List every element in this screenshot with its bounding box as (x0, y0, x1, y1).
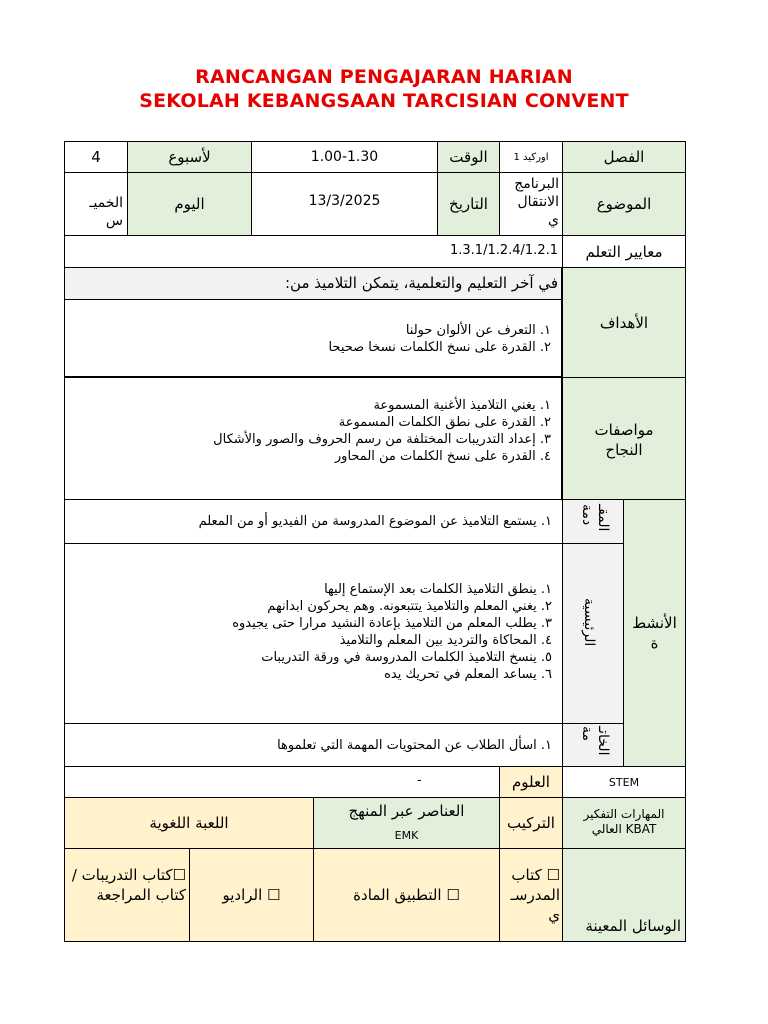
kbat-label-line-2: العالي KBAT (591, 822, 657, 836)
success-item: ٣. إعداد التدريبات المختلفة من رسم الحروف والصور والأشكال (213, 432, 551, 447)
activity-main-content (64, 543, 563, 724)
aid-workbook-text: ☐كتاب التدريبات / كتاب المراجعة (71, 866, 186, 904)
day-value (64, 172, 128, 236)
standards-label: معايير التعلم (562, 235, 686, 268)
success-item: ١. يغني التلاميذ الأغنية المسموعة (373, 398, 551, 413)
activity-intro-item: ١. يستمع التلاميذ عن الموضوع المدروسة من الفيديو أو من المعلم (198, 514, 552, 529)
topic-value (499, 172, 563, 236)
aid-app: التطبيق المادة ☐ (313, 848, 500, 942)
day-value-part-1: الخميـ (89, 195, 123, 211)
activity-main-item: ١. ينطق التلاميذ الكلمات بعد الإستماع إليها (324, 582, 552, 597)
activities-label-line-1: الأنشط (632, 614, 677, 632)
date-label: التاريخ (437, 172, 500, 236)
objectives-intro-text: في آخر التعليم والتعلمية، يتمكن التلاميذ من: (285, 274, 558, 292)
objectives-label: الأهداف (562, 267, 686, 378)
week-label: لأسبوع (127, 141, 252, 173)
date-value (251, 172, 438, 236)
cross-curricular-elements (313, 797, 500, 849)
success-item: ٤. القدرة على نسخ الكلمات من المحاور (334, 449, 551, 464)
activity-main-item: ٤. المحاكاة والترديد بين المعلم والتلاميذ (339, 633, 552, 648)
emk-value: EMK (394, 829, 419, 842)
activity-closing-item: ١. اسأل الطلاب عن المحتويات المهمة التي تعلموها (277, 738, 552, 753)
aid-workbook (64, 848, 190, 942)
stem-label: STEM (562, 766, 686, 798)
science-label: العلوم (499, 766, 563, 798)
topic-value-line-1: البرنامج (514, 176, 559, 192)
date-text: 13/3/2025 (308, 193, 381, 209)
success-label-line-2: النجاح (605, 441, 643, 459)
teaching-aids-label (562, 848, 686, 942)
activity-main-item: ٢. يغني المعلم والتلاميذ يتتبعونه. وهم يحركون ابدانهم (267, 599, 552, 614)
objectives-intro (64, 267, 563, 300)
objective-item: ١. التعرف عن الألوان حولنا (405, 323, 551, 338)
activity-intro-label-text: المقـ دمة (579, 504, 611, 532)
activity-main-item: ٣. يطلب المعلم من التلاميذ بإعادة النشيد مرارا حتى يجيدوه (232, 616, 552, 631)
objective-item: ٢. القدرة على نسخ الكلمات نسخا صحيحا (328, 340, 551, 355)
kbat-label-line-1: المهارات التفكير (583, 807, 665, 821)
activities-label (623, 499, 686, 767)
activity-main-item: ٥. ينسخ التلاميذ الكلمات المدروسة في ورقة التدريبات (261, 650, 552, 665)
objectives-items (328, 322, 551, 356)
aid-teacher-book-text: ☐ كتاب المدرسـ ي (510, 866, 560, 924)
emk-label: العناصر عبر المنهج (348, 802, 465, 820)
topic-value-line-2: الانتقال (517, 194, 559, 210)
week-value: 4 (64, 141, 128, 173)
topic-label: الموضوع (562, 172, 686, 236)
class-label: الفصل (562, 141, 686, 173)
aid-radio: الراديو ☐ (189, 848, 314, 942)
time-value: 1.00-1.30 (251, 141, 438, 173)
activity-main-items (232, 581, 552, 683)
focus-label: التركيب (499, 797, 563, 849)
activity-intro-items (199, 513, 552, 530)
activity-main-label (562, 543, 624, 724)
document-title-line-2: SEKOLAH KEBANGSAAN TARCISIAN CONVENT (139, 90, 629, 112)
science-value-text: - (417, 773, 422, 788)
class-value: اوركيد 1 (499, 141, 563, 173)
success-item: ٢. القدرة على نطق الكلمات المسموعة (338, 415, 551, 430)
activity-main-item: ٦. يساعد المعلم في تحريك يده (384, 667, 552, 682)
activity-closing-items (277, 737, 552, 754)
time-label: الوقت (437, 141, 500, 173)
standards-value (64, 235, 563, 268)
teaching-aids-label-text: الوسائل المعينة (585, 917, 681, 935)
success-criteria-list (64, 377, 563, 500)
aid-teacher-book (499, 848, 563, 942)
document-title-line-1: RANCANGAN PENGAJARAN HARIAN (195, 66, 573, 88)
kbat-label (562, 797, 686, 849)
success-label-line-1: مواصفات (594, 421, 654, 439)
success-criteria-label (562, 377, 686, 500)
objectives-list (64, 299, 563, 378)
language-game-label: اللعبة اللغوية (64, 797, 314, 849)
day-value-part-2: س (105, 213, 123, 229)
activity-closing-label (562, 723, 624, 767)
activity-closing-label-text: الخاتـ مة (579, 726, 611, 756)
activity-main-label-text: الرئيسية (581, 598, 597, 647)
activity-intro-content (64, 499, 563, 544)
activity-intro-label (562, 499, 624, 544)
success-criteria-items (213, 397, 551, 465)
day-label: اليوم (127, 172, 252, 236)
standards-text: 1.3.1/1.2.4/1.2.1 (450, 243, 558, 258)
activities-label-line-2: ة (650, 634, 659, 652)
activity-closing-content (64, 723, 563, 767)
science-value (64, 766, 500, 798)
topic-value-line-3: ي (548, 212, 559, 228)
